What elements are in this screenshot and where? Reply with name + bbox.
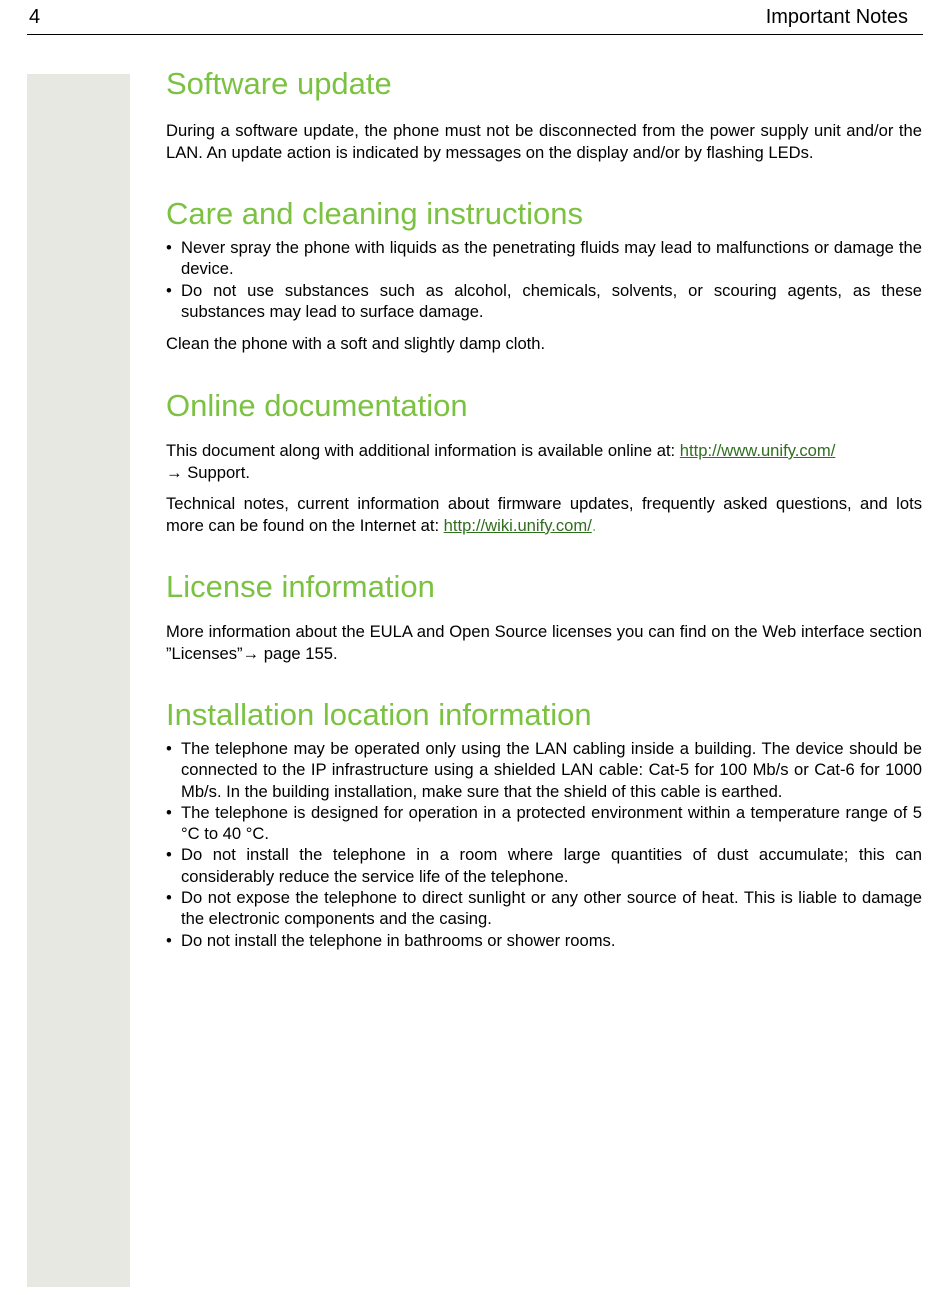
bullet-icon: • (166, 280, 172, 300)
list-item-text: Do not install the telephone in a room where large quantities of dust accumulate; this can considerably reduce the service life of the telephone. (181, 845, 922, 886)
license-text-main: More information about the EULA and Open Source licenses you can find on the Web interface section ”Licenses” (166, 622, 922, 663)
section-title-care: Care and cleaning instructions (166, 196, 584, 231)
list-item (166, 738, 922, 802)
arrow-right-icon: → (166, 462, 183, 482)
list-item (166, 237, 922, 280)
trailing-period: . (591, 515, 597, 535)
bullet-icon: • (166, 845, 172, 865)
list-item-text: The telephone may be operated only using the LAN cabling inside a building. The device should be connected to the IP infrastructure using a shielded LAN cable: Cat-5 for 100 Mb/s or Cat-6 for 1000 Mb/s. In the building installation, make sure that the shield of this cable is earthed. (181, 739, 922, 801)
arrow-right-icon: → (242, 643, 260, 663)
list-item (166, 887, 922, 930)
list-item-text: Never spray the phone with liquids as the penetrating fluids may lead to malfunctions or damage the device. (181, 238, 922, 279)
list-item (166, 280, 922, 323)
list-item (166, 844, 922, 887)
list-item-text: The telephone is designed for operation in a protected environment within a temperature range of 5 °C to 40 °C. (181, 802, 922, 844)
running-title: Important Notes (765, 6, 908, 28)
care-text: Clean the phone with a soft and slightly damp cloth. (166, 334, 546, 353)
section-title-online-documentation: Online documentation (166, 388, 468, 423)
page-reference[interactable]: page 155. (259, 643, 338, 663)
unify-wiki-link[interactable]: http://wiki.unify.com/ (443, 515, 592, 535)
bullet-icon: • (166, 739, 172, 758)
bullet-icon: • (166, 238, 172, 257)
support-text: Support. (182, 462, 250, 482)
installation-bullet-list (166, 738, 922, 951)
software-update-text: During a software update, the phone must not be disconnected from the power supply unit and/or the LAN. An update action is indicated by messages on the display and/or by flashing LEDs. (166, 121, 922, 162)
page-header (27, 0, 923, 35)
license-text (166, 621, 922, 664)
section-title-software-update: Software update (166, 66, 392, 101)
online-docs-text-2: Technical notes, current information about firmware updates, frequently asked questions, and lots more can be found on the Internet at: (166, 494, 922, 535)
unify-website-link[interactable]: http://www.unify.com/ (679, 441, 836, 460)
online-docs-paragraph-2 (166, 493, 922, 536)
online-docs-text-1: This document along with additional information is available online at: (166, 441, 680, 460)
care-bullet-list (166, 237, 922, 322)
list-item-text: Do not expose the telephone to direct sunlight or any other source of heat. This is liable to damage the electronic components and the casing. (181, 888, 922, 929)
bullet-icon: • (166, 930, 172, 950)
online-docs-paragraph-1 (166, 440, 922, 483)
list-item (166, 802, 922, 845)
list-item-text: Do not install the telephone in bathrooms or shower rooms. (181, 930, 616, 950)
list-item-text: Do not use substances such as alcohol, chemicals, solvents, or scouring agents, as these substances may lead to surface damage. (181, 280, 922, 321)
section-title-license: License information (166, 569, 435, 604)
list-item (166, 930, 922, 951)
section-title-installation: Installation location information (166, 697, 592, 732)
side-bar (27, 74, 130, 1287)
bullet-icon: • (166, 802, 172, 822)
bullet-icon: • (166, 888, 172, 908)
page-number: 4 (29, 6, 41, 28)
